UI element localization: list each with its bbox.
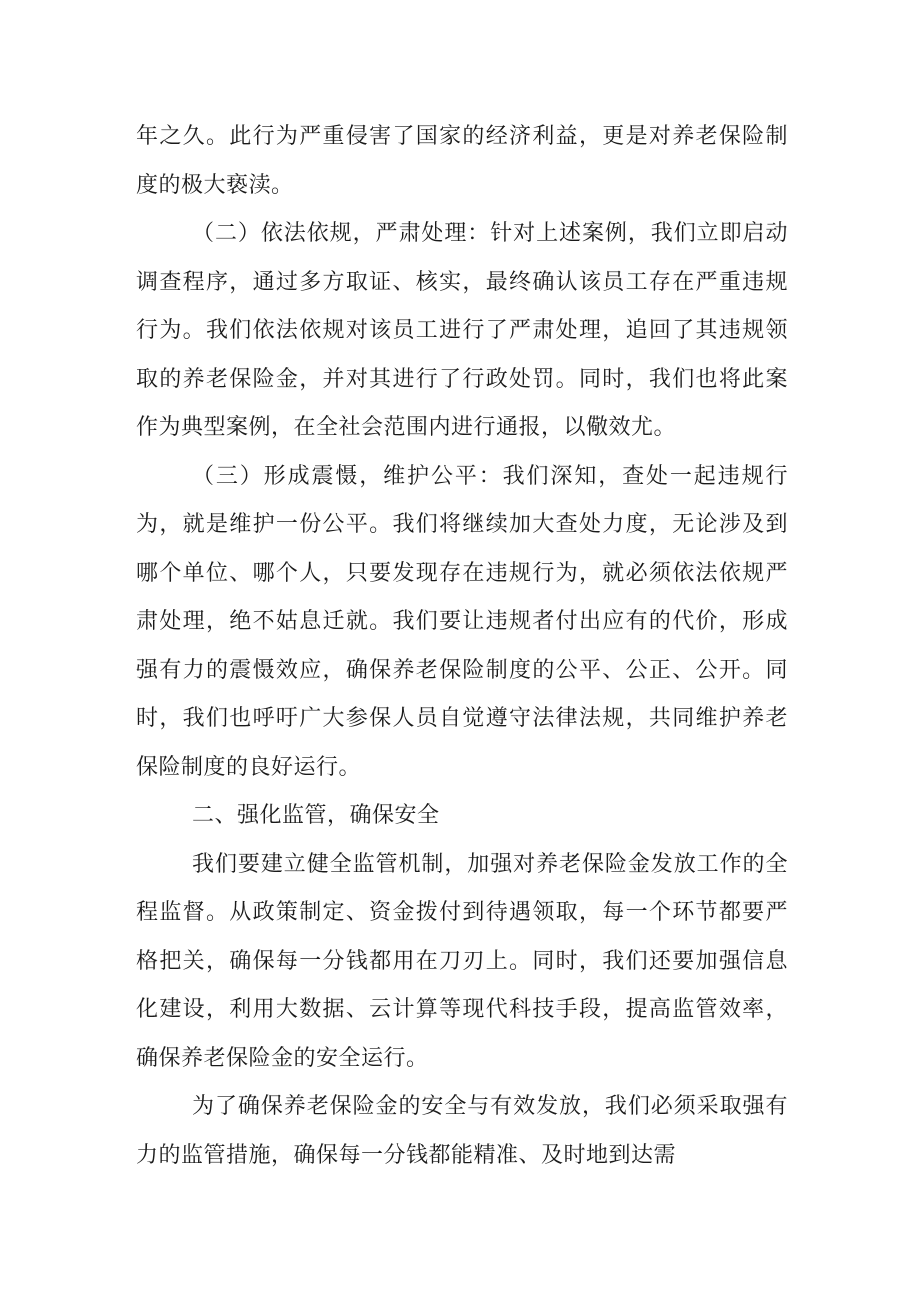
paragraph-continuation: 年之久。此行为严重侵害了国家的经济利益，更是对养老保险制度的极大亵渎。 [136, 124, 788, 198]
paragraph-section-three-deterrence: （三）形成震慑，维护公平：我们深知，查处一起违规行为，就是维护一份公平。我们将继续加大查处力度，无论涉及到哪个单位、哪个人，只要发现存在违规行为，就必须依法依规严肃处理，绝不姑息迁就。我们要让违规者付出应有的代价，形成强有力的震慑效应，确保养老保险制度的公平、公正、公开。同时，我们也呼吁广大参保人员自觉遵守法律法规，共同维护养老保险制度的良好运行。 [136, 463, 788, 780]
paragraph-section-two-handling: （二）依法依规，严肃处理：针对上述案例，我们立即启动调查程序，通过多方取证、核实，最终确认该员工存在严重违规行为。我们依法依规对该员工进行了严肃处理，追回了其违规领取的养老保险金，并对其进行了行政处罚。同时，我们也将此案作为典型案例，在全社会范围内进行通报，以儆效尤。 [136, 221, 788, 440]
section-heading-supervision: 二、强化监管，确保安全 [192, 803, 440, 828]
paragraph-supervision-mechanism: 我们要建立健全监管机制，加强对养老保险金发放工作的全程监督。从政策制定、资金拨付到待遇领取，每一个环节都要严格把关，确保每一分钱都用在刀刃上。同时，我们还要加强信息化建设，利用大数据、云计算等现代科技手段，提高监管效率，确保养老保险金的安全运行。 [136, 851, 788, 1071]
document-body [136, 113, 788, 1180]
paragraph-supervision-measures: 为了确保养老保险金的安全与有效发放，我们必须采取强有力的监管措施，确保每一分钱都能精准、及时地到达需 [136, 1094, 788, 1168]
